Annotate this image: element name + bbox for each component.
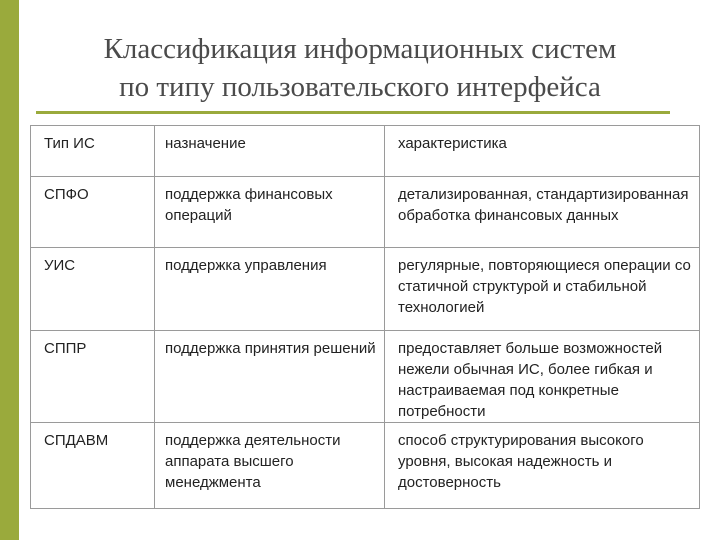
slide-title-line-2: по типу пользовательского интерфейса bbox=[119, 71, 601, 103]
cell-purpose: поддержка финансовых операций bbox=[155, 177, 385, 248]
table-header-row bbox=[31, 126, 700, 177]
table-row bbox=[31, 177, 700, 248]
slide-title-line-1: Классификация информационных систем bbox=[103, 33, 617, 65]
cell-purpose: поддержка деятельности аппарата высшего менеджмента bbox=[155, 423, 385, 509]
slide-title bbox=[40, 30, 680, 106]
table-row bbox=[31, 248, 700, 331]
header-type: Тип ИС bbox=[31, 126, 155, 177]
table-row bbox=[31, 423, 700, 509]
classification-table bbox=[30, 125, 700, 509]
cell-characteristic: регулярные, повторяющиеся операции со статичной структурой и стабильной технологией bbox=[385, 248, 700, 331]
cell-characteristic: предоставляет больше возможностей нежели обычная ИС, более гибкая и настраиваемая под конкретные потребности bbox=[385, 331, 700, 423]
title-underline bbox=[36, 111, 670, 114]
header-characteristic: характеристика bbox=[385, 126, 700, 177]
header-purpose: назначение bbox=[155, 126, 385, 177]
cell-characteristic: способ структурирования высокого уровня, высокая надежность и достоверность bbox=[385, 423, 700, 509]
cell-purpose: поддержка принятия решений bbox=[155, 331, 385, 423]
cell-purpose: поддержка управления bbox=[155, 248, 385, 331]
cell-characteristic: детализированная, стандартизированная обработка финансовых данных bbox=[385, 177, 700, 248]
table-row bbox=[31, 331, 700, 423]
cell-type: УИС bbox=[31, 248, 155, 331]
cell-type: СППР bbox=[31, 331, 155, 423]
slide-accent-bar bbox=[0, 0, 19, 540]
cell-type: СПДАВМ bbox=[31, 423, 155, 509]
cell-type: СПФО bbox=[31, 177, 155, 248]
